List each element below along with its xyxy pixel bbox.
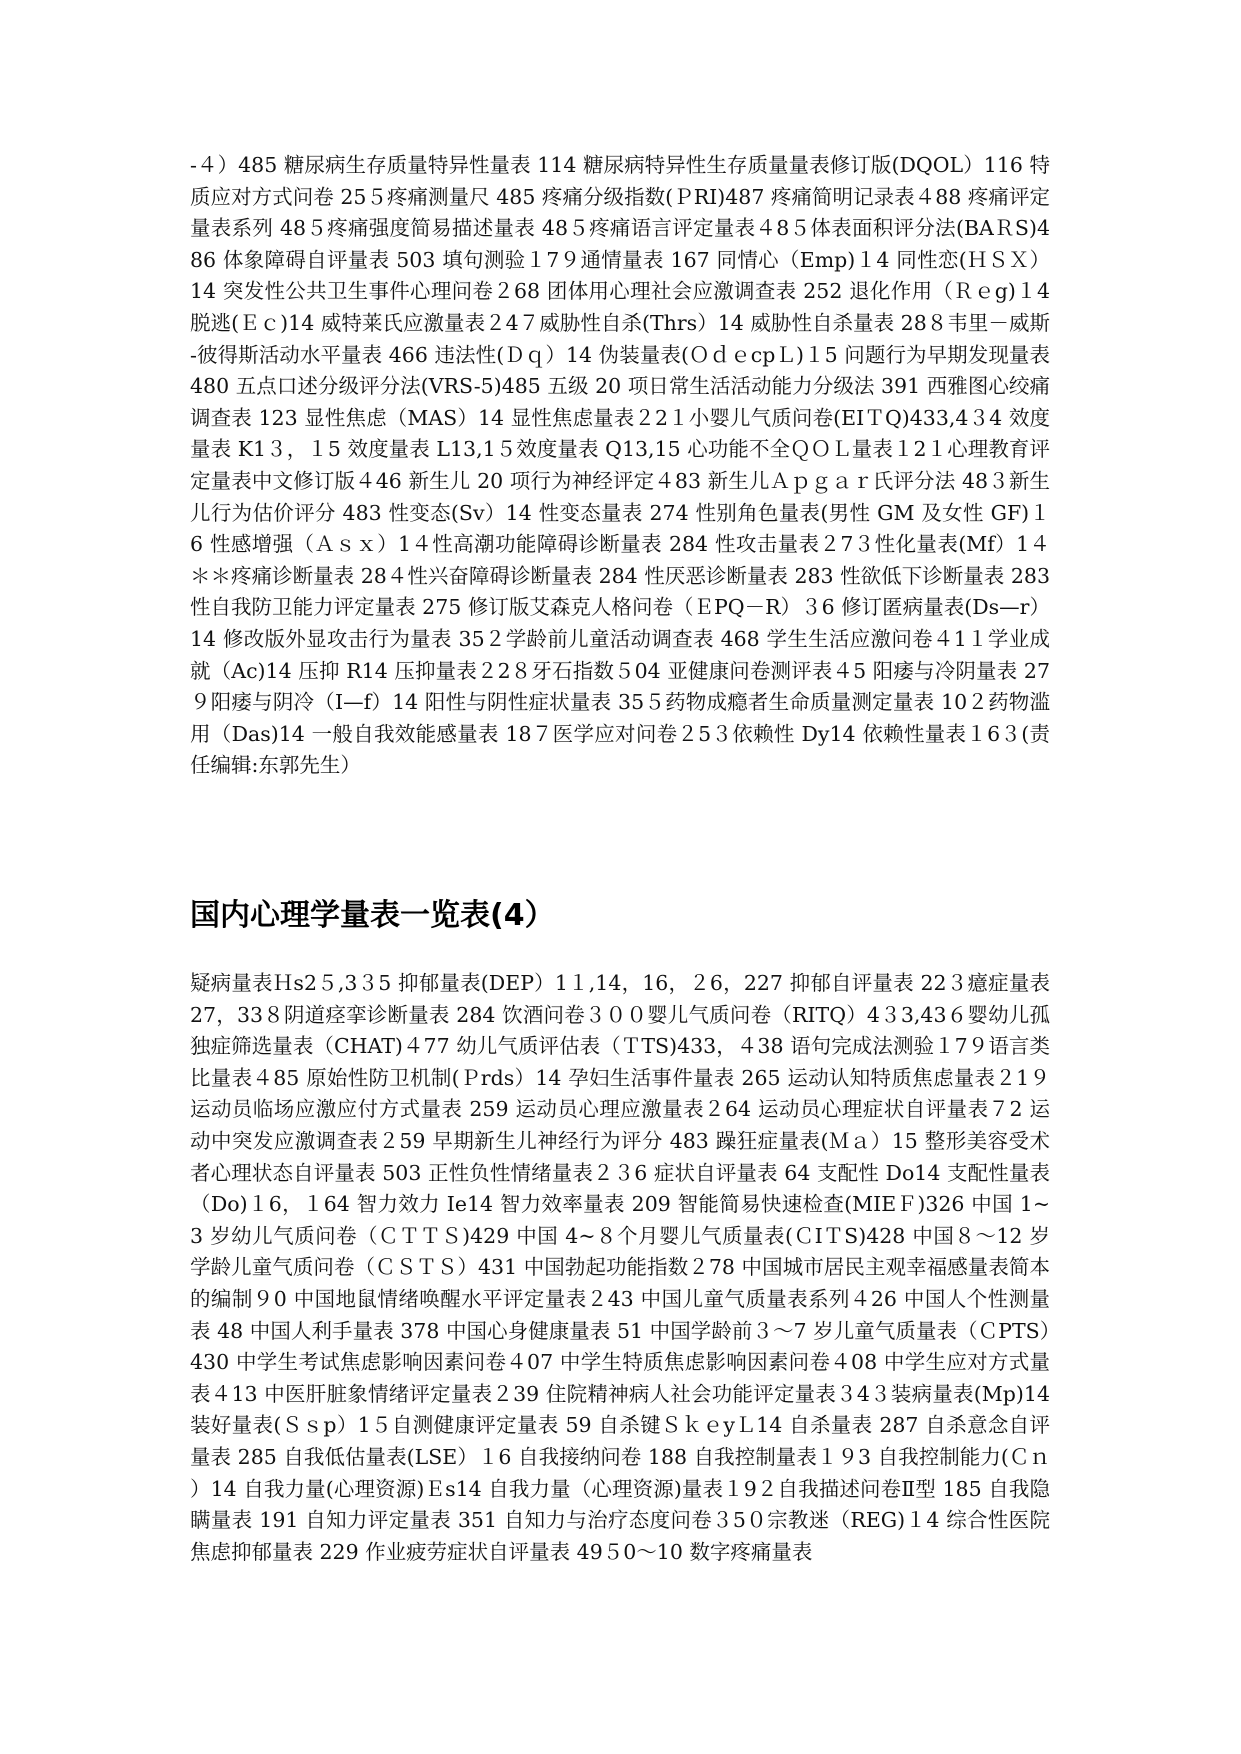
index-paragraph-continued: -４）485 糖尿病生存质量特异性量表 114 糖尿病特异性生存质量量表修订版(DQOL）116 特质应对方式问卷 25５疼痛测量尺 485 疼痛分级指数(ＰRI)487 疼痛简明记录表４88 疼痛评定量表系列 48５疼痛强度简易描述量表 48５疼痛语言评定量表４8５体表面积评分法(BAＲS)486 体象障碍自评量表 503 填句测验１7９通情量表 167 同情心（Emp)１4 同性恋(ＨＳＸ）14 突发性公共卫生事件心理问卷２68 团体用心理社会应激调查表 252 退化作用（Ｒｅg)１4 脱逃(Ｅｃ)14 威特莱氏应激量表２4７威胁性自杀(Thrs）14 威胁性自杀量表 28８韦里－威斯-彼得斯活动水平量表 466 违法性(Ｄｑ）14 伪装量表(ＯｄｅcpＬ)１5 问题行为早期发现量表 480 五点口述分级评分法(VRS-5)485 五级 20 项日常生活活动能力分级法 391 西雅图心绞痛调查表 123 显性焦虑（MAS）14 显性焦虑量表２2１小婴儿气质问卷(EIＴQ)433,4３4 效度量表 K1３，１5 效度量表 L13,1５效度量表 Q13,15 心功能不全ＱＯＬ量表１2１心理教育评定量表中文修订版４46 新生儿 20 项行为神经评定４83 新生儿Ａｐｇａｒ氏评分法 48３新生儿行为估价评分 483 性变态(Sv）14 性变态量表 274 性别角色量表(男性 GM 及女性 GF)１6 性感增强（Ａｓｘ）1４性高潮功能障碍诊断量表 284 性攻击量表２7３性化量表(Mf）1４＊＊疼痛诊断量表 28４性兴奋障碍诊断量表 284 性厌恶诊断量表 283 性欲低下诊断量表 283 性自我防卫能力评定量表 275 修订版艾森克人格问卷（ＥPQ－R）３6 修订匿病量表(Ds—r）14 修改版外显攻击行为量表 35２学龄前儿童活动调查表 468 学生生活应激问卷４1１学业成就（Ac)14 压抑 R14 压抑量表２2８牙石指数５04 亚健康问卷测评表４5 阳痿与冷阴量表 27９阳痿与阴冷（I—f）14 阳性与阴性症状量表 35５药物成瘾者生命质量测定量表 10２药物滥用（Das)14 一般自我效能感量表 18７医学应对问卷２5３依赖性 Dy14 依赖性量表１6３(责任编辑:东郭先生） <box>190 153 1050 778</box>
index-paragraph-section-4: 疑病量表Ｈs2５,3３5 抑郁量表(DEP）1１,14，16，２6，227 抑郁自评量表 22３癔症量表 27，33８阴道痉挛诊断量表 284 饮酒问卷３００婴儿气质问卷（RITQ）4３3,43６婴幼儿孤独症筛选量表（CHAT)４77 幼儿气质评估表（ＴTS)433，４38 语句完成法测验１7９语言类比量表４85 原始性防卫机制(Ｐrds）14 孕妇生活事件量表 265 运动认知特质焦虑量表２1９运动员临场应激应付方式量表 259 运动员心理应激量表２64 运动员心理症状自评量表７2 运动中突发应激调查表２59 早期新生儿神经行为评分 483 躁狂症量表(Ｍａ）15 整形美容受术者心理状态自评量表 503 正性负性情绪量表２３6 症状自评量表 64 支配性 Do14 支配性量表（Do)１6，１64 智力效力 Ie14 智力效率量表 209 智能简易快速检查(MIEＦ)326 中国 1~3 岁幼儿气质问卷（ＣＴＴＳ)429 中国 4~８个月婴儿气质量表(ＣIＴS)428 中国８～12 岁学龄儿童气质问卷（ＣＳＴＳ）431 中国勃起功能指数２78 中国城市居民主观幸福感量表简本的编制９0 中国地鼠情绪唤醒水平评定量表２43 中国儿童气质量表系列４26 中国人个性测量表 48 中国人利手量表 378 中国心身健康量表 51 中国学龄前３～7 岁儿童气质量表（ＣPTS）430 中学生考试焦虑影响因素问卷４07 中学生特质焦虑影响因素问卷４08 中学生应对方式量表４13 中医肝脏象情绪评定量表２39 住院精神病人社会功能评定量表３4３装病量表(Mp)14 装好量表(Ｓｓp）1５自测健康评定量表 59 自杀键ＳｋｅyＬ14 自杀量表 287 自杀意念自评量表 285 自我低估量表(LSE）１6 自我接纳问卷 188 自我控制量表１９3 自我控制能力(Ｃｎ）14 自我力量(心理资源)Ｅs14 自我力量（心理资源)量表１9２自我描述问卷Ⅱ型 185 自我隐瞒量表 191 自知力评定量表 351 自知力与治疗态度问卷３5０宗教迷（REG)１4 综合性医院焦虑抑郁量表 229 作业疲劳症状自评量表 49５0～10 数字疼痛量表 <box>190 971 1050 1564</box>
section-title: 国内心理学量表一览表(4） <box>190 898 555 933</box>
